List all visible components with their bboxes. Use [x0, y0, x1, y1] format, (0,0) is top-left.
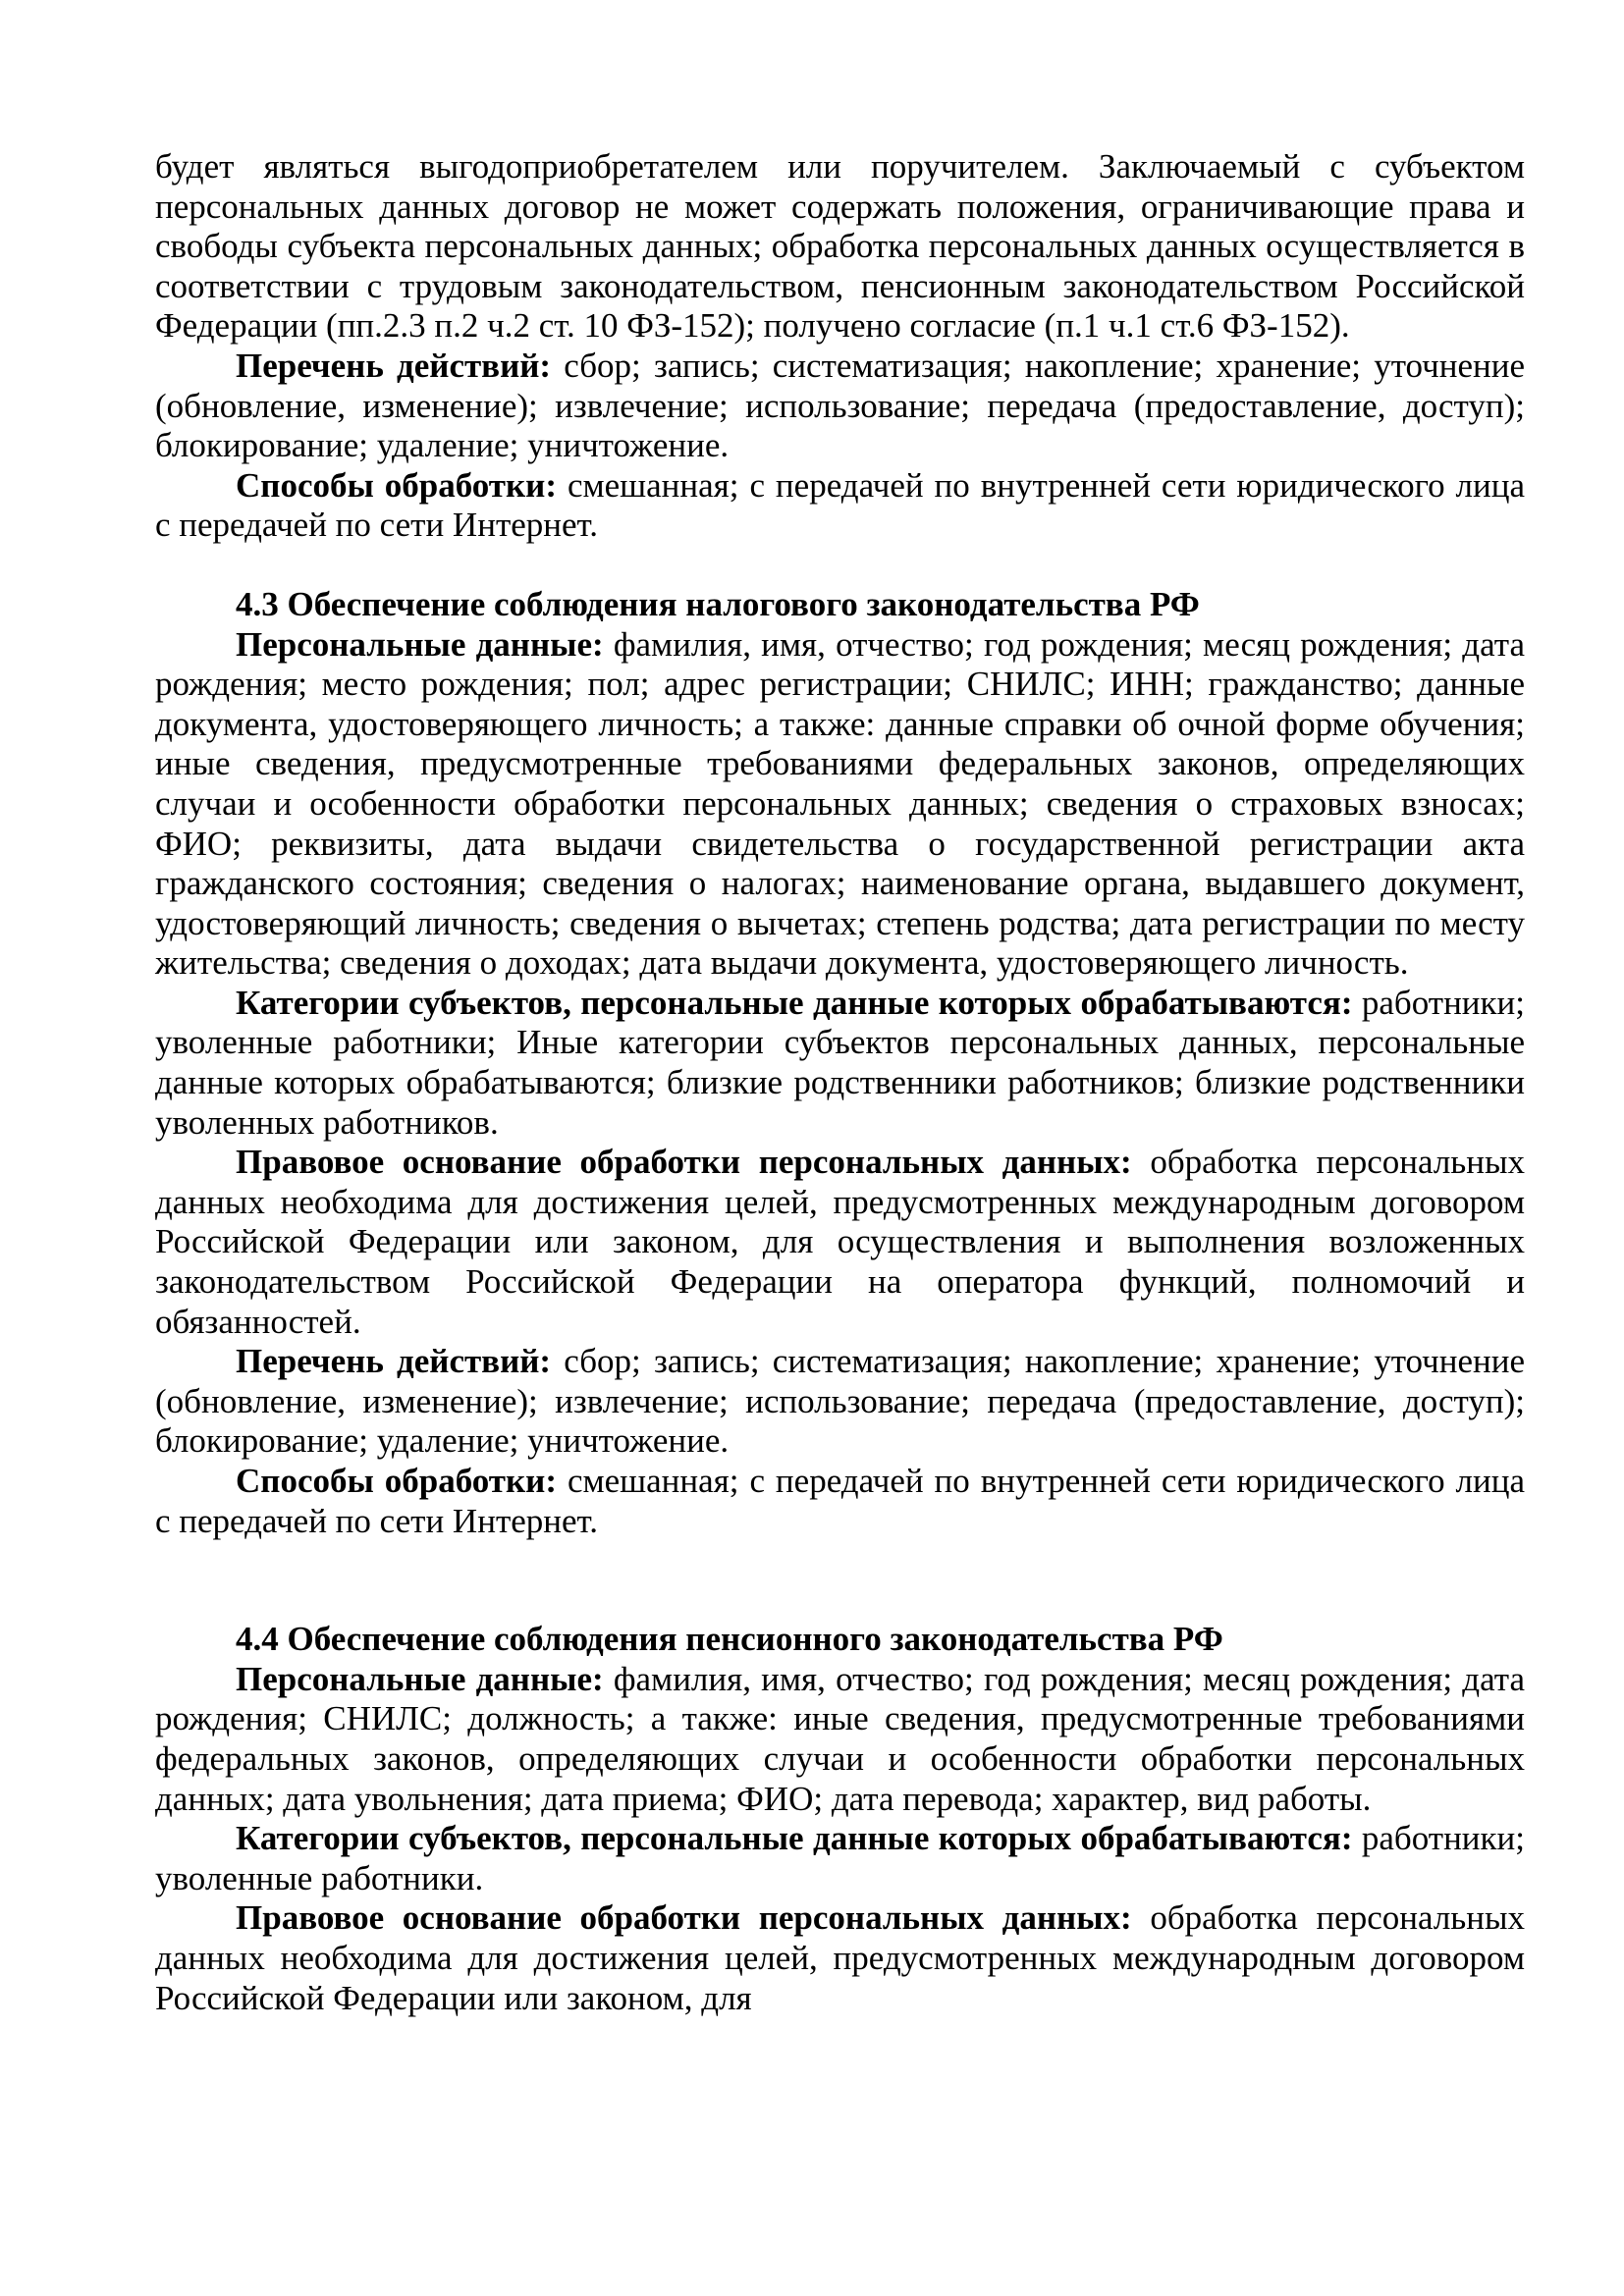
paragraph-text: обработка персональных данных необходима для достижения целей, предусмотренных международным договором Российской Федерации или законом, для [155, 1898, 1526, 2017]
paragraph-text: обработка персональных данных необходима для достижения целей, предусмотренных международным договором Российской Федерации или законом, для осуществления и выполнения возложенных законодательством Российской Федерации на оператора функций, полномочий и обязанностей. [155, 1143, 1526, 1341]
paragraph-methods [155, 1462, 1525, 1541]
section-heading-4-4: 4.4 Обеспечение соблюдения пенсионного законодательства РФ [236, 1620, 1223, 1659]
paragraph-text: сбор; запись; систематизация; накопление; хранение; уточнение (обновление, изменение); извлечение; использование; передача (предоставление, доступ); блокирование; удаление; уничтожение. [155, 346, 1526, 465]
paragraph-text: смешанная; с передачей по внутренней сети юридического лица с передачей по сети Интернет. [155, 465, 1526, 545]
section-heading-4-3: 4.3 Обеспечение соблюдения налогового законодательства РФ [236, 584, 1200, 623]
paragraph-text: работники; уволенные работники. [155, 1819, 1525, 1897]
paragraph-lead: Способы обработки: [236, 1462, 557, 1500]
paragraph-actions [155, 1342, 1525, 1462]
paragraph-lead: Способы обработки: [236, 465, 557, 505]
paragraph-actions [155, 347, 1525, 466]
paragraph-lead: Категории субъектов, персональные данные которых обрабатываются: [236, 1819, 1353, 1858]
paragraph-subject-categories [155, 1819, 1525, 1898]
paragraph-personal-data [155, 1660, 1525, 1819]
paragraph-lead: Персональные данные: [236, 1659, 604, 1698]
paragraph-text: фамилия, имя, отчество; год рождения; месяц рождения; дата рождения; СНИЛС; должность; а также: иные сведения, предусмотренные требованиями федеральных законов, определяющих случаи и особенности обработки персональных данных; дата увольнения; дата приема; ФИО; дата перевода; характер, вид работы. [155, 1659, 1525, 1818]
paragraph-legal-basis [155, 1898, 1525, 2018]
paragraph-methods [155, 466, 1525, 546]
paragraph-lead: Персональные данные: [236, 624, 604, 664]
paragraph-text: сбор; запись; систематизация; накопление; хранение; уточнение (обновление, изменение); извлечение; использование; передача (предоставление, доступ); блокирование; удаление; уничтожение. [155, 1342, 1526, 1461]
paragraph-lead: Правовое основание обработки персональных данных: [236, 1143, 1132, 1182]
paragraph-text: смешанная; с передачей по внутренней сети юридического лица с передачей по сети Интернет. [155, 1462, 1526, 1540]
paragraph-subject-categories [155, 984, 1525, 1143]
paragraph-text: работники; уволенные работники; Иные категории субъектов персональных данных, персональные данные которых обрабатываются; близкие родственники работников; близкие родственники уволенных работников. [155, 983, 1525, 1142]
paragraph-continuation: будет являться выгодоприобретателем или поручителем. Заключаемый с субъектом персональных данных договор не может содержать положения, ограничивающие права и свободы субъекта персональных данных; обработка персональных данных осуществляется в соответствии с трудовым законодательством, пенсионным законодательством Российской Федерации (пп.2.3 п.2 ч.2 ст. 10 ФЗ-152); получено согласие (п.1 ч.1 ст.6 ФЗ-152). [155, 147, 1525, 346]
paragraph-lead: Перечень действий: [236, 346, 552, 385]
paragraph-text: фамилия, имя, отчество; год рождения; месяц рождения; дата рождения; место рождения; пол; адрес регистрации; СНИЛС; ИНН; гражданство; данные документа, удостоверяющего личность; а также: данные справки об очной форме обучения; иные сведения, предусмотренные требованиями федеральных законов, определяющих случаи и особенности обработки персональных данных; сведения о страховых взносах; ФИО; реквизиты, дата выдачи свидетельства о государственной регистрации акта гражданского состояния; сведения о налогах; наименование органа, выдавшего документ, удостоверяющий личность; сведения о вычетах; степень родства; дата регистрации по месту жительства; сведения о доходах; дата выдачи документа, удостоверяющего личность. [155, 624, 1525, 983]
paragraph-lead: Правовое основание обработки персональных данных: [236, 1898, 1132, 1938]
paragraph-personal-data [155, 625, 1525, 984]
document-page [155, 147, 1525, 2018]
paragraph-legal-basis [155, 1143, 1525, 1342]
paragraph-lead: Перечень действий: [236, 1342, 552, 1381]
paragraph-lead: Категории субъектов, персональные данные которых обрабатываются: [236, 983, 1353, 1022]
